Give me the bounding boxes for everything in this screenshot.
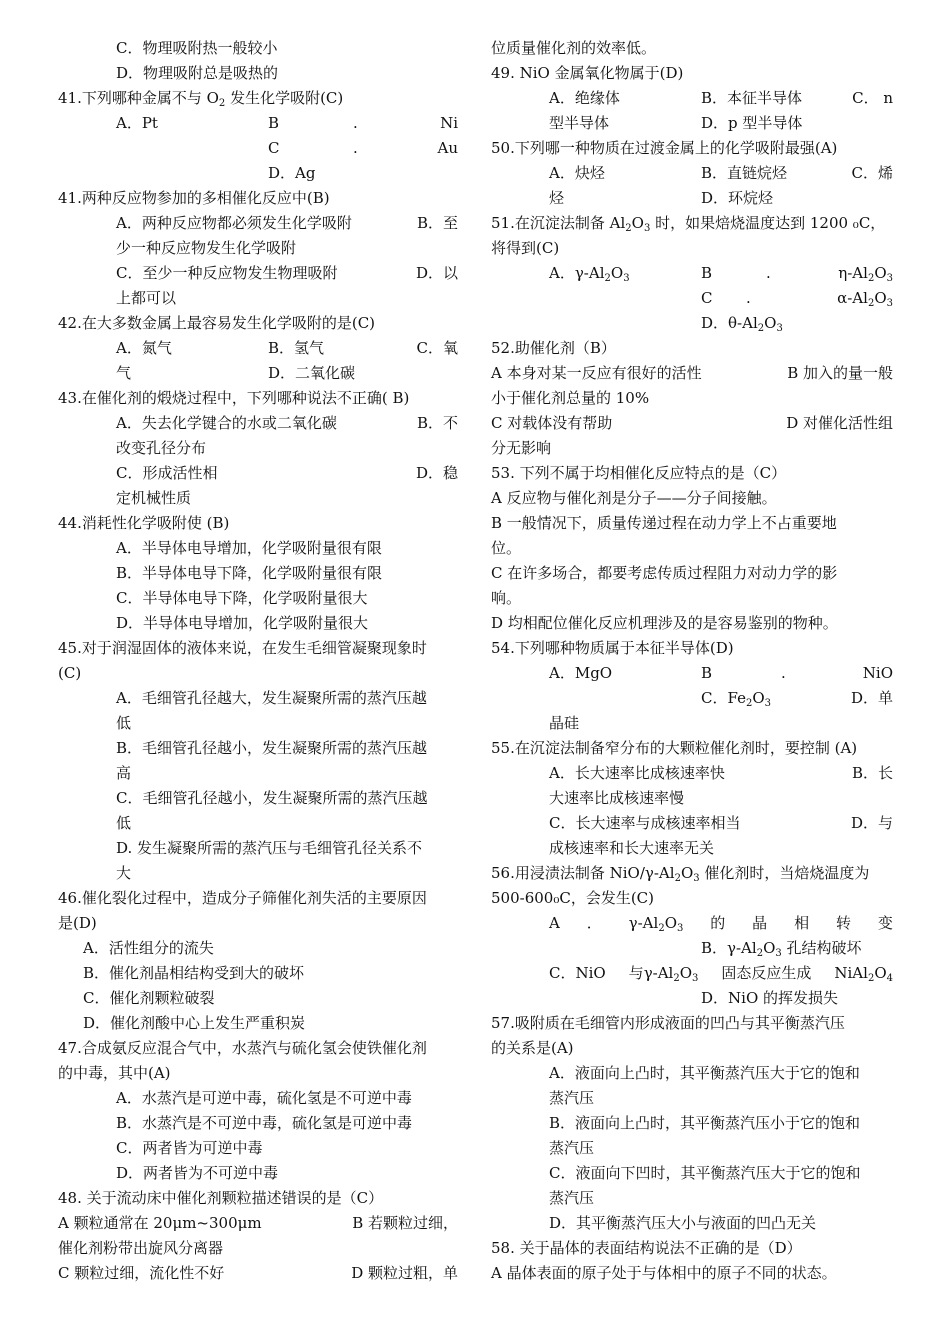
q50-option-c-cont: 烃 (549, 189, 565, 207)
q45-option-b-cont: 高 (116, 764, 132, 782)
q52-options-row1 (491, 361, 893, 386)
q52-options-row2 (491, 411, 893, 436)
q50-options-row2 (491, 186, 893, 211)
q46-option-b: B．催化剂晶相结构受到大的破坏 (83, 964, 305, 982)
q41b-option-d: D．以 (415, 264, 458, 282)
q51-option-b-value: $\eta-Al_2O_3$ (838, 264, 893, 284)
q52-option-b-cont: 小于催化剂总量的 10% (491, 389, 650, 407)
q47-option-c: C．两者皆为可逆中毒 (116, 1139, 263, 1157)
q54-options-row1 (491, 661, 893, 686)
q44-option-c: C．半导体电导下降，化学吸附量很大 (116, 589, 368, 607)
q44-option-d: D．半导体电导增加，化学吸附量很大 (116, 614, 369, 632)
q47-option-a: A．水蒸汽是可逆中毒，硫化氢是不可逆中毒 (116, 1089, 412, 1107)
q41b-options-row2 (58, 261, 458, 286)
q50-option-a: A．炔烃 (549, 164, 605, 182)
right-column (491, 36, 893, 1286)
q45-option-b: B．毛细管孔径越小，发生凝聚所需的蒸汽压越 (116, 739, 428, 757)
q46-question-cont: 是(D) (58, 914, 97, 932)
q41b-options-row1 (58, 211, 458, 236)
q54-option-b-value: NiO (862, 664, 893, 682)
q51-options-row3 (491, 311, 893, 336)
q47-question: 47.合成氨反应混合气中，水蒸汽与硫化氢会使铁催化剂 (58, 1039, 427, 1057)
q48-option-a: A 颗粒通常在 20μm~300μm (58, 1214, 262, 1232)
q41a-options-row2 (58, 136, 458, 161)
q57-option-c-cont: 蒸汽压 (549, 1189, 595, 1207)
q57-option-a: A．液面向上凸时，其平衡蒸汽压大于它的饱和 (549, 1064, 860, 1082)
q53-option-c: C 在许多场合，都要考虑传质过程阻力对动力学的影 (491, 564, 838, 582)
q51-option-a: A．$\gamma-Al_2O_3$ (549, 264, 630, 284)
q42-option-d: D．二氧化碳 (268, 364, 356, 382)
q43-option-b: B．不 (416, 414, 458, 432)
q51-options-row1 (491, 261, 893, 286)
q53-option-a: A 反应物与催化剂是分子——分子间接触。 (491, 489, 777, 507)
q45-question: 45.对于润湿固体的液体来说，在发生毛细管凝聚现象时 (58, 639, 427, 657)
q41a-option-b-letter: B (268, 114, 280, 132)
q54-question: 54.下列哪种物质属于本征半导体(D) (491, 639, 734, 657)
q58-option-a: A 晶体表面的原子处于与体相中的原子不同的状态。 (491, 1264, 837, 1282)
q54-option-d-cont: 晶硅 (549, 714, 580, 732)
q42-options-row2 (58, 361, 458, 386)
q44-option-b: B．半导体电导下降，化学吸附量很有限 (116, 564, 383, 582)
q45-option-a-cont: 低 (116, 714, 132, 732)
q41a-question: 41.下列哪种金属不与 $O_2$ 发生化学吸附(C) (58, 89, 344, 109)
q48-option-b-cont: 催化剂粉带出旋风分离器 (58, 1239, 224, 1257)
q57-question: 57.吸附质在毛细管内形成液面的凹凸与其平衡蒸汽压 (491, 1014, 845, 1032)
q56-question-cont: 500-600₀C，会发生(C) (491, 889, 655, 907)
q45-option-d: D. 发生凝聚所需的蒸汽压与毛细管孔径关系不 (116, 839, 423, 857)
q50-options-row1 (491, 161, 893, 186)
q42-options-row1 (58, 336, 458, 361)
q49-options-row2 (491, 111, 893, 136)
q48-option-d: D 颗粒过粗，单 (351, 1264, 458, 1282)
q55-option-b-cont: 大速率比成核速率慢 (549, 789, 685, 807)
q56-option-a: A ． $\gamma-Al_2O_3$ 的 晶 相 转 变 (549, 914, 893, 934)
q50-question: 50.下列哪一种物质在过渡金属上的化学吸附最强(A) (491, 139, 838, 157)
q46-option-c: C．催化剂颗粒破裂 (83, 989, 215, 1007)
q56-question: 56.用浸渍法制备 NiO/$\gamma-Al_2O_3$ 催化剂时，当焙烧温度为 (491, 864, 870, 884)
q52-option-a: A 本身对某一反应有很好的活性 (491, 364, 702, 382)
q55-options-row1 (491, 761, 893, 786)
q52-option-d: D 对催化活性组 (786, 414, 893, 432)
q53-option-b: B 一般情况下，质量传递过程在动力学上不占重要地 (491, 514, 837, 532)
q47-option-b: B．水蒸汽是不可逆中毒，硫化氢是可逆中毒 (116, 1114, 413, 1132)
q41a-option-c-letter: C (268, 139, 280, 157)
q57-option-b: B．液面向上凸时，其平衡蒸汽压小于它的饱和 (549, 1114, 861, 1132)
q49-options-row1 (491, 86, 893, 111)
q49-option-c-cont: 型半导体 (549, 114, 610, 132)
q41b-option-a: A．两种反应物都必须发生化学吸附 (116, 214, 352, 232)
q52-option-b: B 加入的量一般 (787, 364, 893, 382)
q49-option-d: D．p 型半导体 (701, 114, 803, 132)
q53-option-d: D 均相配位催化反应机理涉及的是容易鉴别的物种。 (491, 614, 838, 632)
q55-option-d: D．与 (850, 814, 893, 832)
q48-option-c: C 颗粒过细，流化性不好 (58, 1264, 225, 1282)
q53-option-b-cont: 位。 (491, 539, 522, 557)
q41a-options-row1 (58, 111, 458, 136)
q55-question: 55.在沉淀法制备窄分布的大颗粒催化剂时，要控制 (A) (491, 739, 858, 757)
q48-options-row2 (58, 1261, 458, 1286)
q45-question-cont: (C) (58, 664, 82, 682)
q56-option-b: B．$\gamma-Al_2O_3$ 孔结构破坏 (701, 939, 862, 959)
q42-option-a: A．氮气 (116, 339, 172, 357)
q41a-option-b-dot: . (353, 114, 358, 132)
q46-option-a: A．活性组分的流失 (83, 939, 214, 957)
q52-option-d-cont: 分无影响 (491, 439, 552, 457)
q50-option-c: C．烯 (851, 164, 893, 182)
q44-question: 44.消耗性化学吸附使 (B) (58, 514, 230, 532)
q52-option-c: C 对载体没有帮助 (491, 414, 613, 432)
q42-option-c-cont: 气 (116, 364, 132, 382)
q49-option-c: C． n (852, 89, 893, 107)
q51-question: 51.在沉淀法制备 $Al_2O_3$ 时，如果焙烧温度达到 1200 ₀C， (491, 214, 886, 234)
q55-options-row2 (491, 811, 893, 836)
q43-question: 43.在催化剂的煅烧过程中，下列哪种说法不正确( B) (58, 389, 410, 407)
q54-option-b-dot: . (781, 664, 786, 682)
q54-options-row2 (491, 686, 893, 711)
q45-option-d-cont: 大 (116, 864, 132, 882)
q54-option-b-letter: B (701, 664, 713, 682)
q51-option-d: D．$\theta-Al_2O_3$ (701, 314, 783, 334)
q41b-option-d-cont: 上都可以 (116, 289, 177, 307)
q41a-option-c-dot: . (353, 139, 358, 157)
q57-option-c: C．液面向下凹时，其平衡蒸汽压大于它的饱和 (549, 1164, 861, 1182)
q50-option-d: D．环烷烃 (701, 189, 774, 207)
q48-option-d-cont: 位质量催化剂的效率低。 (491, 39, 657, 57)
q41b-option-b: B．至 (416, 214, 458, 232)
q49-option-a: A．绝缘体 (549, 89, 620, 107)
q57-option-a-cont: 蒸汽压 (549, 1089, 595, 1107)
q57-question-cont: 的关系是(A) (491, 1039, 574, 1057)
q41a-options-row3 (58, 161, 458, 186)
q51-option-c-value: $\alpha-Al_2O_3$ (837, 289, 893, 309)
q51-option-b-letter: B (701, 264, 713, 282)
q45-option-c-cont: 低 (116, 814, 132, 832)
q41a-option-a: A．Pt (116, 114, 158, 132)
q43-option-d: D．稳 (415, 464, 458, 482)
q41a-option-d: D．Ag (268, 164, 316, 182)
q58-question: 58. 关于晶体的表面结构说法不正确的是（D） (491, 1239, 802, 1257)
q41a-option-c-value: Au (437, 139, 458, 157)
q42-option-c: C．氧 (416, 339, 458, 357)
q52-question: 52.助催化剂（B） (491, 339, 616, 357)
q57-option-b-cont: 蒸汽压 (549, 1139, 595, 1157)
q57-option-d: D．其平衡蒸汽压大小与液面的凹凸无关 (549, 1214, 817, 1232)
q55-option-a: A．长大速率比成核速率快 (549, 764, 725, 782)
q43-option-b-cont: 改变孔径分布 (116, 439, 207, 457)
q51-option-c-letter: C (701, 289, 713, 307)
left-column (58, 36, 458, 1286)
q53-option-c-cont: 响。 (491, 589, 522, 607)
q53-question: 53. 下列不属于均相催化反应特点的是（C） (491, 464, 787, 482)
q48-option-b: B 若颗粒过细， (352, 1214, 458, 1232)
q43-option-c: C．形成活性相 (116, 464, 218, 482)
q50-option-b: B．直链烷烃 (701, 164, 788, 182)
q45-option-a: A．毛细管孔径越大，发生凝聚所需的蒸汽压越 (116, 689, 427, 707)
q47-option-d: D．两者皆为不可逆中毒 (116, 1164, 279, 1182)
q49-question: 49. NiO 金属氧化物属于(D) (491, 64, 684, 82)
q48-question: 48. 关于流动床中催化剂颗粒描述错误的是（C） (58, 1189, 384, 1207)
q43-options-row2 (58, 461, 458, 486)
q55-option-c: C．长大速率与成核速率相当 (549, 814, 741, 832)
q40-option-d: D．物理吸附总是吸热的 (116, 64, 279, 82)
q43-option-a: A．失去化学键合的水或二氧化碳 (116, 414, 337, 432)
q41b-option-c: C．至少一种反应物发生物理吸附 (116, 264, 338, 282)
q43-options-row1 (58, 411, 458, 436)
q51-options-row2 (491, 286, 893, 311)
q56-option-d: D．NiO 的挥发损失 (701, 989, 839, 1007)
q44-option-a: A．半导体电导增加，化学吸附量很有限 (116, 539, 382, 557)
q46-option-d: D．催化剂酸中心上发生严重积炭 (83, 1014, 306, 1032)
q54-option-d: D．单 (850, 689, 893, 707)
q49-option-b: B．本征半导体 (701, 89, 803, 107)
q48-options-row1 (58, 1211, 458, 1236)
q45-option-c: C．毛细管孔径越小，发生凝聚所需的蒸汽压越 (116, 789, 428, 807)
q55-option-b: B．长 (851, 764, 893, 782)
q41b-option-b-cont: 少一种反应物发生化学吸附 (116, 239, 297, 257)
q51-option-b-dot: . (766, 264, 771, 282)
q51-question-cont: 将得到(C) (491, 239, 560, 257)
q51-option-c-dot: . (746, 289, 751, 307)
q46-question: 46.催化裂化过程中，造成分子筛催化剂失活的主要原因 (58, 889, 427, 907)
q42-question: 42.在大多数金属上最容易发生化学吸附的是(C) (58, 314, 376, 332)
q54-option-a: A．MgO (549, 664, 613, 682)
q54-option-c: C．$Fe_2O_3$ (701, 689, 772, 709)
q55-option-d-cont: 成核速率和长大速率无关 (549, 839, 715, 857)
q41b-question: 41.两种反应物参加的多相催化反应中(B) (58, 189, 330, 207)
q43-option-d-cont: 定机械性质 (116, 489, 192, 507)
q41a-option-b-value: Ni (440, 114, 458, 132)
q42-option-b: B．氢气 (268, 339, 325, 357)
q56-option-c: C．NiO 与$\gamma-Al_2O_3$ 固态反应生成 $NiAl_2O_4$ (549, 964, 893, 984)
q40-option-c: C．物理吸附热一般较小 (116, 39, 278, 57)
q47-question-cont: 的中毒，其中(A) (58, 1064, 171, 1082)
